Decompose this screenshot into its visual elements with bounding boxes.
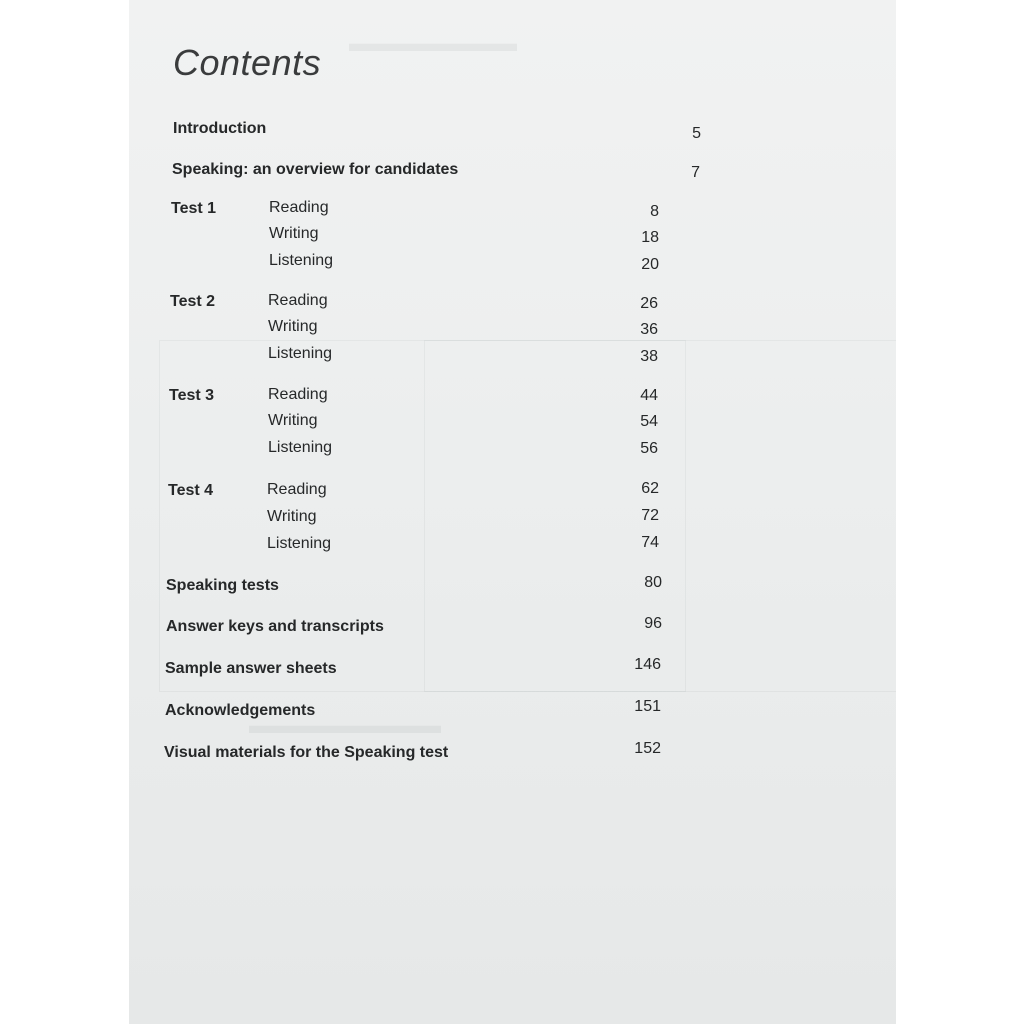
toc-test-4-label: Test 4 (168, 482, 214, 499)
toc-entry-answer-keys (166, 615, 666, 642)
toc-entry-label: Speaking tests (166, 577, 279, 594)
toc-entry-label: Speaking: an overview for candidates (172, 161, 459, 178)
toc-entry-label: Answer keys and transcripts (166, 618, 384, 635)
toc-section-label: Writing (269, 225, 319, 242)
toc-entry-acknowledgements (165, 698, 665, 726)
toc-entry-page: 146 (634, 656, 661, 673)
toc-test-2-writing (268, 318, 658, 342)
toc-test-2-reading (268, 292, 658, 316)
toc-entry-page: 5 (692, 125, 701, 142)
toc-test-4-reading (267, 481, 657, 505)
book-page (129, 0, 896, 1024)
toc-test-4-listening (267, 535, 657, 559)
toc-section-label: Writing (267, 508, 317, 525)
toc-section-page: 74 (641, 534, 659, 551)
toc-entry-page: 7 (691, 164, 700, 181)
toc-section-label: Reading (268, 292, 328, 309)
toc-entry-label: Acknowledgements (165, 702, 316, 719)
toc-test-4-writing (267, 508, 657, 532)
toc-entry-sample-answer-sheets (165, 656, 665, 684)
toc-section-label: Writing (268, 318, 318, 335)
toc-section-label: Listening (268, 439, 333, 456)
toc-section-page: 18 (641, 229, 659, 246)
toc-section-page: 44 (640, 387, 658, 404)
toc-test-3-writing (268, 412, 658, 436)
toc-section-label: Listening (269, 252, 334, 269)
toc-entry-label: Sample answer sheets (165, 660, 337, 677)
toc-section-page: 56 (640, 440, 658, 457)
toc-section-label: Reading (267, 481, 327, 498)
toc-test-2-listening (268, 345, 658, 369)
toc-section-label: Reading (268, 386, 328, 403)
table-of-contents (129, 0, 896, 1024)
toc-section-page: 36 (640, 321, 658, 338)
toc-section-page: 38 (640, 348, 658, 365)
toc-entry-label: Visual materials for the Speaking test (164, 744, 449, 761)
toc-section-page: 8 (650, 203, 659, 220)
toc-entry-page: 80 (644, 574, 662, 591)
toc-section-page: 54 (640, 413, 658, 430)
toc-section-page: 62 (641, 480, 659, 497)
toc-entry-page: 151 (634, 698, 661, 715)
toc-test-2-label: Test 2 (170, 293, 216, 310)
toc-section-page: 26 (640, 295, 658, 312)
toc-entry-speaking-tests (166, 574, 666, 601)
toc-section-label: Reading (269, 199, 329, 216)
toc-test-3-reading (268, 386, 658, 410)
toc-test-3-listening (268, 439, 658, 463)
page-title: Contents (173, 42, 322, 83)
toc-test-1-listening (269, 252, 659, 276)
toc-entry-visual-materials (164, 740, 664, 768)
toc-test-1-reading (269, 199, 659, 223)
toc-test-1-label: Test 1 (171, 200, 217, 217)
toc-entry-label: Introduction (173, 120, 267, 137)
toc-entry-page: 96 (644, 615, 662, 632)
toc-test-1-writing (269, 225, 659, 249)
toc-section-label: Writing (268, 412, 318, 429)
toc-section-label: Listening (267, 535, 332, 552)
toc-section-page: 72 (641, 507, 659, 524)
show-through-heading: ▬▬▬▬▬▬▬ (349, 30, 517, 57)
toc-test-3-label: Test 3 (169, 387, 215, 404)
show-through-subheading: ▬▬▬▬▬▬▬▬ (249, 712, 441, 739)
toc-entry-speaking-overview (172, 161, 700, 185)
toc-section-page: 20 (641, 256, 659, 273)
toc-entry-page: 152 (634, 740, 661, 757)
toc-section-label: Listening (268, 345, 333, 362)
toc-entry-introduction (173, 120, 701, 144)
